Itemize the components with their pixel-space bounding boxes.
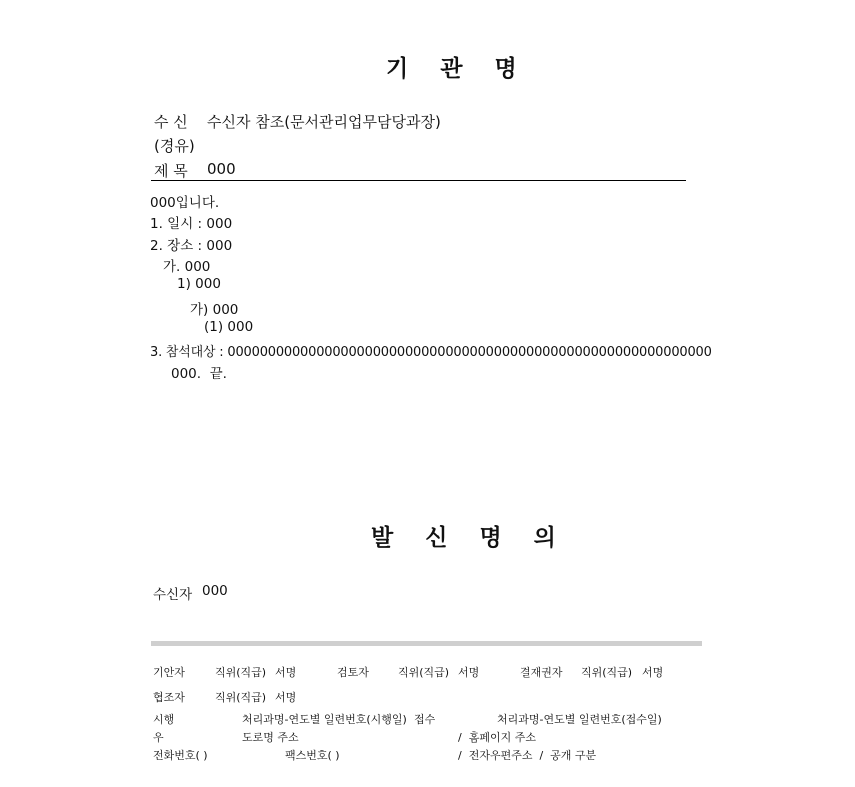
drafter-label: 기안자 — [153, 666, 185, 679]
body-line: 000. 끝. — [171, 366, 227, 382]
footer-separator — [151, 641, 702, 646]
body-line: 1) 000 — [177, 276, 221, 292]
via-label: (경유) — [154, 137, 195, 155]
reviewer-sign: 서명 — [458, 666, 480, 679]
fax: 팩스번호( ) — [285, 749, 340, 762]
cooperator-label: 협조자 — [153, 691, 185, 704]
drafter-position: 직위(직급) — [215, 666, 267, 679]
phone: 전화번호( ) — [153, 749, 208, 762]
body-line: 3. 참석대상 : 000000000000000000000000000000000000000000000000000000000000 — [150, 345, 712, 360]
approver-label: 결재권자 — [520, 666, 563, 679]
agency-name: 기 관 명 — [386, 56, 529, 82]
reviewer-position: 직위(직급) — [398, 666, 450, 679]
body-line: 000입니다. — [150, 195, 220, 211]
body-line: (1) 000 — [204, 319, 254, 335]
reviewer-label: 검토자 — [337, 666, 369, 679]
receive-value: 처리과명-연도별 일련번호(접수일) — [497, 713, 662, 726]
subject-underline — [151, 180, 686, 181]
approver-position: 직위(직급) — [581, 666, 633, 679]
receive-label: 접수 — [414, 713, 436, 726]
body-line: 가. 000 — [163, 259, 211, 275]
homepage: / 홈페이지 주소 — [458, 731, 536, 744]
recipient-value: 수신자 참조(문서관리업무담당과장) — [207, 113, 441, 131]
cooperator-sign: 서명 — [275, 691, 297, 704]
body-line: 2. 장소 : 000 — [150, 238, 233, 254]
recipients-value: 000 — [202, 583, 228, 599]
approver-sign: 서명 — [642, 666, 664, 679]
body-line: 가) 000 — [190, 302, 239, 318]
subject-value: 000 — [207, 160, 236, 178]
body-line: 1. 일시 : 000 — [150, 216, 233, 232]
drafter-sign: 서명 — [275, 666, 297, 679]
email-public: / 전자우편주소 / 공개 구분 — [458, 749, 597, 762]
address: 도로명 주소 — [242, 731, 299, 744]
enforce-label: 시행 — [153, 713, 175, 726]
subject-label: 제 목 — [154, 162, 188, 180]
cooperator-position: 직위(직급) — [215, 691, 267, 704]
enforce-value: 처리과명-연도별 일련번호(시행일) — [242, 713, 407, 726]
recipient-label: 수 신 — [154, 113, 188, 131]
recipients-label: 수신자 — [153, 587, 193, 603]
sender-name: 발 신 명 의 — [371, 525, 568, 551]
postcode-label: 우 — [153, 731, 164, 744]
